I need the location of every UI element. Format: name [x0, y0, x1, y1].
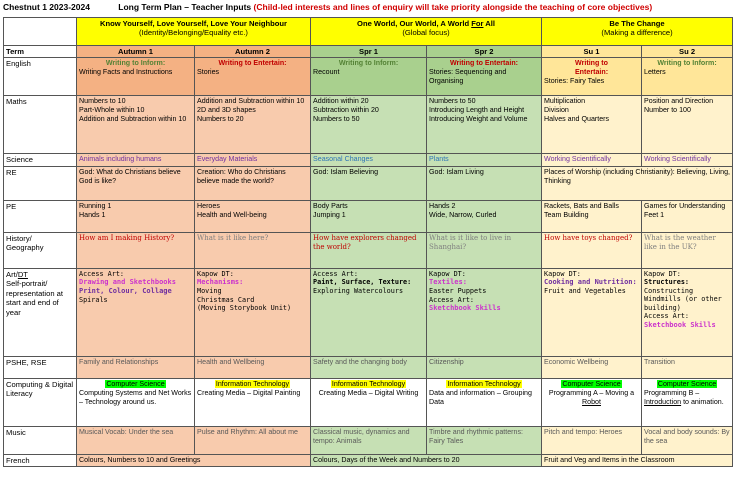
english-text: Letters: [644, 68, 666, 77]
maths-topic: Subtraction within 20: [313, 106, 379, 115]
music-spring-1: Classical music, dynamics and tempo: Animals: [311, 426, 427, 454]
art-spring-1: [311, 268, 427, 356]
maths-topic: 2D and 3D shapes: [197, 106, 256, 115]
history-autumn-2: What is it like here?: [195, 232, 311, 268]
pe-summer-2: [642, 200, 733, 232]
science-autumn-1: Animals including humans: [77, 154, 195, 166]
re-summer: Places of Worship (including Christianity): Believing, Living, Thinking: [542, 166, 733, 200]
row-label-line: Geography: [6, 243, 44, 253]
french-summer: Fruit and Veg and Items in the Classroom: [542, 454, 733, 466]
music-spring-2: Timbre and rhythmic patterns: Fairy Tales: [427, 426, 542, 454]
theme-title: One World, Our World, A World For All: [357, 19, 495, 28]
computing-strand-badge: Information Technology: [447, 379, 521, 388]
maths-autumn-2: [195, 96, 311, 154]
science-spring-1: Seasonal Changes: [311, 154, 427, 166]
english-genre: Writing to Entertain:: [449, 59, 519, 68]
maths-topic: Numbers to 10: [79, 97, 126, 106]
maths-summer-1: [542, 96, 642, 154]
long-term-plan-table: [3, 17, 733, 467]
computing-strand-badge: Information Technology: [215, 379, 290, 388]
english-summer-1: [542, 58, 642, 96]
english-genre: Writing to Entertain:: [218, 59, 287, 68]
art-line: Kapow DT:: [429, 269, 466, 278]
computing-unit: Creating Media – Digital Writing: [318, 388, 419, 397]
theme-subtitle: (Global focus): [402, 28, 450, 38]
plan-title: Long Term Plan – Teacher Inputs: [118, 2, 252, 12]
pe-topic: Running 1: [79, 201, 112, 210]
history-spring-2: What is it like to live in Shanghai?: [427, 232, 542, 268]
art-unit: Sketchbook Skills: [644, 320, 716, 329]
english-genre: Entertain:: [574, 68, 609, 77]
maths-topic: Multiplication: [544, 97, 586, 106]
art-autumn-1: [77, 268, 195, 356]
row-label-science: Science: [4, 154, 77, 166]
term-summer-2: Su 2: [642, 46, 733, 58]
art-unit: Mechanisms:: [197, 278, 244, 287]
pshe-summer-2: Transition: [642, 356, 733, 378]
maths-topic: Part-Whole within 10: [79, 106, 145, 115]
pe-spring-1: [311, 200, 427, 232]
pshe-spring-1: Safety and the changing body: [311, 356, 427, 378]
art-line: Access Art:: [79, 269, 125, 278]
art-spring-2: [427, 268, 542, 356]
re-spring-2: God: Islam Living: [427, 166, 542, 200]
pe-topic: Heroes: [197, 201, 220, 210]
english-genre: Writing to Inform:: [657, 59, 717, 68]
art-unit: Cooking and Nutrition:: [544, 278, 637, 287]
row-label-music: Music: [4, 426, 77, 454]
computing-strand-badge: Computer Science: [562, 379, 621, 388]
computing-unit: Computing Systems and Net Works – Technology around us.: [79, 388, 192, 406]
english-text: Recount: [313, 68, 340, 77]
maths-topic: Addition and Subtraction within 10: [197, 97, 305, 106]
theme-title: Know Yourself, Love Yourself, Love Your Neighbour: [100, 19, 287, 28]
maths-topic: Introducing Weight and Volume: [429, 115, 528, 124]
pshe-autumn-2: Health and Wellbeing: [195, 356, 311, 378]
theme-subtitle: (Identity/Belonging/Equality etc.): [139, 28, 248, 38]
music-autumn-1: Musical Vocab: Under the sea: [77, 426, 195, 454]
theme-header-1: [77, 18, 311, 46]
pe-topic: Rackets, Bats and Balls: [544, 201, 619, 210]
art-summer-2: [642, 268, 733, 356]
maths-topic: Number to 100: [644, 106, 691, 115]
pe-spring-2: [427, 200, 542, 232]
science-autumn-2: Everyday Materials: [195, 154, 311, 166]
pe-topic: Health and Well-being: [197, 210, 267, 219]
art-unit: Paint, Surface, Texture:: [313, 278, 412, 287]
art-line: Kapow DT:: [197, 269, 234, 278]
art-line: Access Art:: [644, 312, 690, 321]
history-summer-1: How have toys changed?: [542, 232, 642, 268]
science-summer-2: Working Scientifically: [642, 154, 733, 166]
pe-topic: Body Parts: [313, 201, 348, 210]
maths-topic: Numbers to 50: [313, 115, 360, 124]
music-autumn-2: Pulse and Rhythm: All about me: [195, 426, 311, 454]
computing-unit: Programming A – Moving a Robot: [548, 388, 635, 406]
english-autumn-2: [195, 58, 311, 96]
row-label-history: [4, 232, 77, 268]
english-text: Writing Facts and Instructions: [79, 68, 173, 77]
maths-topic: Introducing Length and Height: [429, 106, 525, 115]
art-line: Fruit and Vegetables: [544, 287, 626, 296]
science-summer-1: Working Scientifically: [542, 154, 642, 166]
english-text: Stories: Fairy Tales: [544, 77, 605, 86]
maths-topic: Halves and Quarters: [544, 115, 610, 124]
term-spring-2: Spr 2: [427, 46, 542, 58]
maths-topic: Numbers to 50: [429, 97, 476, 106]
row-label-computing: Computing & Digital Literacy: [4, 378, 77, 426]
history-summer-2: What is the weather like in the UK?: [642, 232, 733, 268]
computing-spring-2: [427, 378, 542, 426]
pe-topic: Hands 1: [79, 210, 106, 219]
art-line: Kapow DT:: [644, 269, 681, 278]
computing-unit: Programming B – Introduction to animation.: [644, 388, 724, 406]
plan-note: (Child-led interests and lines of enquiry will take priority alongside the teaching of core objectives): [253, 2, 653, 12]
english-genre: Writing to: [575, 59, 608, 68]
maths-topic: Addition and Subtraction within 10: [79, 115, 187, 124]
history-spring-1: How have explorers changed the world?: [311, 232, 427, 268]
pshe-autumn-1: Family and Relationships: [77, 356, 195, 378]
theme-title: Be The Change: [609, 19, 665, 28]
art-summer-1: [542, 268, 642, 356]
re-spring-1: God: Islam Believing: [311, 166, 427, 200]
computing-spring-1: [311, 378, 427, 426]
computing-autumn-2: [195, 378, 311, 426]
music-summer-2: Vocal and body sounds: By the sea: [642, 426, 733, 454]
pe-topic: Jumping 1: [313, 210, 346, 219]
art-line: Kapow DT:: [544, 269, 581, 278]
maths-spring-1: [311, 96, 427, 154]
row-label-line: Self-portrait/ representation at start and end of year: [6, 279, 63, 317]
computing-strand-badge: Computer Science: [657, 379, 717, 388]
french-spring: Colours, Days of the Week and Numbers to 20: [311, 454, 542, 466]
english-text: Stories: Sequencing and Organising: [429, 68, 507, 86]
pe-topic: Team Building: [544, 210, 589, 219]
maths-topic: Division: [544, 106, 569, 115]
row-label-art: [4, 268, 77, 356]
science-spring-2: Plants: [427, 154, 542, 166]
computing-strand-badge: Information Technology: [331, 379, 406, 388]
term-autumn-1: Autumn 1: [77, 46, 195, 58]
art-line: Moving: [197, 287, 222, 296]
maths-spring-2: [427, 96, 542, 154]
theme-subtitle: (Making a difference): [601, 28, 673, 38]
pe-autumn-1: [77, 200, 195, 232]
computing-unit: Creating Media – Digital Painting: [197, 388, 301, 397]
maths-topic: Numbers to 20: [197, 115, 244, 124]
english-genre: Writing to Inform:: [338, 59, 399, 68]
computing-autumn-1: [77, 378, 195, 426]
french-autumn: Colours, Numbers to 10 and Greetings: [77, 454, 311, 466]
art-line: Constructing Windmills (or other building): [644, 286, 722, 312]
art-unit: Drawing and Sketchbooks: [79, 278, 176, 287]
row-label-maths: Maths: [4, 96, 77, 154]
music-summer-1: Pitch and tempo: Heroes: [542, 426, 642, 454]
re-autumn-1: God: What do Christians believe God is like?: [77, 166, 195, 200]
row-label-english: English: [4, 58, 77, 96]
row-label-term: Term: [4, 46, 77, 58]
pe-topic: Hands 2: [429, 201, 456, 210]
english-spring-1: [311, 58, 427, 96]
maths-topic: Addition within 20: [313, 97, 369, 106]
art-unit: Textiles:: [429, 278, 467, 287]
computing-summer-2: [642, 378, 733, 426]
theme-header-3: [542, 18, 733, 46]
english-genre: Writing to Inform:: [105, 59, 166, 68]
art-autumn-2: [195, 268, 311, 356]
pe-autumn-2: [195, 200, 311, 232]
art-line: (Moving Storybook Unit): [197, 304, 292, 313]
corner-cell: [4, 18, 77, 46]
maths-topic: Position and Direction: [644, 97, 714, 106]
computing-strand-badge: Computer Science: [106, 379, 165, 388]
english-autumn-1: [77, 58, 195, 96]
maths-summer-2: [642, 96, 733, 154]
pshe-spring-2: Citizenship: [427, 356, 542, 378]
row-label-re: RE: [4, 166, 77, 200]
english-text: Stories: [197, 68, 220, 77]
re-autumn-2: Creation: Who do Christians believe made the world?: [195, 166, 311, 200]
history-autumn-1: How am I making History?: [77, 232, 195, 268]
pe-summer-1: [542, 200, 642, 232]
english-summer-2: [642, 58, 733, 96]
computing-unit: Data and information – Grouping Data: [429, 388, 532, 406]
art-line: Christmas Card: [197, 295, 255, 304]
art-line: Access Art:: [429, 295, 475, 304]
computing-summer-1: [542, 378, 642, 426]
row-label-pshe: PSHE, RSE: [4, 356, 77, 378]
art-line: Access Art:: [313, 269, 359, 278]
art-unit: Structures:: [644, 278, 690, 287]
art-line: Spirals: [79, 295, 108, 304]
english-spring-2: [427, 58, 542, 96]
pe-topic: Feet 1: [644, 210, 665, 219]
row-label-pe: PE: [4, 200, 77, 232]
pe-topic: Wide, Narrow, Curled: [429, 210, 497, 219]
term-spring-1: Spr 1: [311, 46, 427, 58]
class-year: Chestnut 1 2023-2024: [3, 2, 90, 12]
theme-header-2: [311, 18, 542, 46]
page-title: [3, 2, 733, 15]
pe-topic: Games for Understanding: [644, 201, 726, 210]
term-summer-1: Su 1: [542, 46, 642, 58]
row-label-line: Art/DT: [6, 269, 28, 279]
art-line: Easter Puppets: [429, 287, 487, 296]
maths-autumn-1: [77, 96, 195, 154]
art-unit: Print, Colour, Collage: [79, 287, 172, 296]
row-label-french: French: [4, 454, 77, 466]
art-unit: Sketchbook Skills: [429, 304, 501, 313]
pshe-summer-1: Economic Wellbeing: [542, 356, 642, 378]
term-autumn-2: Autumn 2: [195, 46, 311, 58]
art-line: Exploring Watercolours: [313, 286, 404, 295]
row-label-line: History/: [6, 233, 32, 243]
